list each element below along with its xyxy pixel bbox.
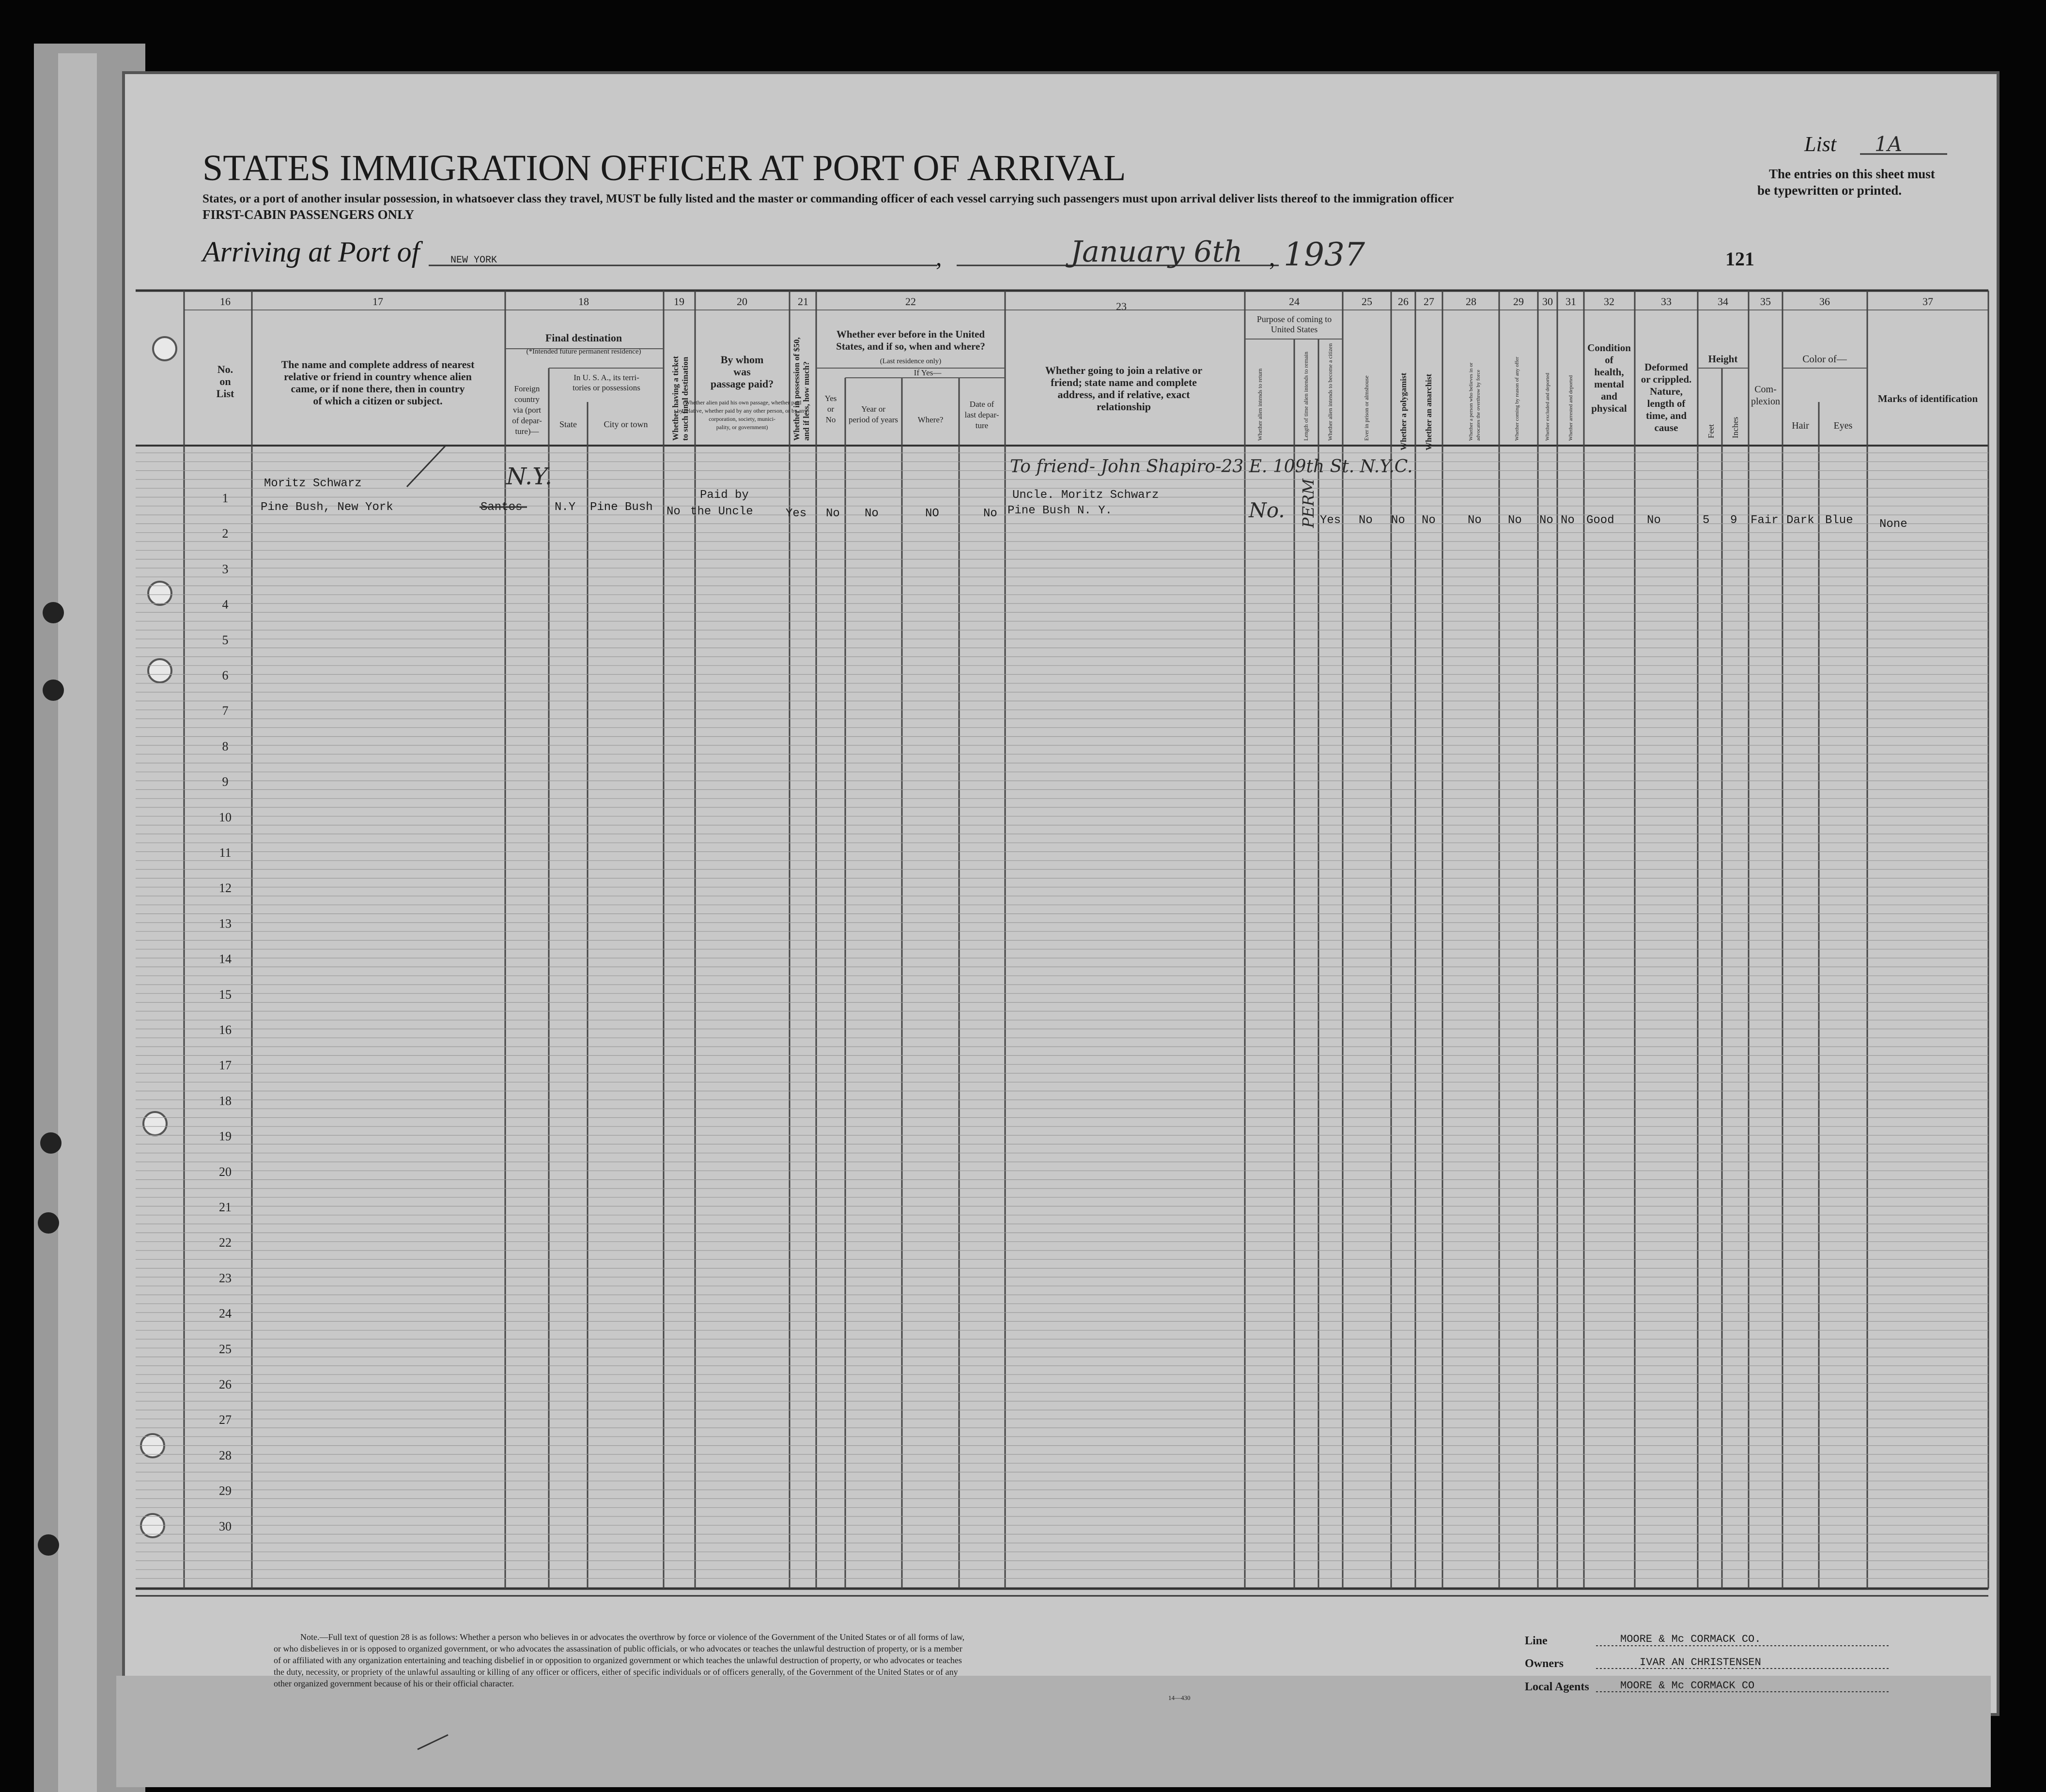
before-where: NO <box>925 507 939 520</box>
row-number: 11 <box>219 846 232 860</box>
footer-note: or who disbelieves in or is opposed to organized government, or who advocates the assassination of public officials, or who advocates or teaches the unlawful destruction of property, or is a member <box>274 1644 962 1653</box>
col-num: 17 <box>372 295 383 308</box>
foreign-port-handwritten: N.Y. <box>506 463 552 490</box>
join-relative-line-1: Uncle. Moritz Schwarz <box>1012 489 1159 502</box>
header-28: Whether a person who believes in or <box>1468 362 1474 441</box>
list-label: List <box>1804 132 1837 156</box>
col-25-value: No <box>1359 514 1373 527</box>
header-complexion: plexion <box>1751 396 1780 407</box>
col-num: 25 <box>1362 295 1372 308</box>
purpose-return: No. <box>1249 498 1285 522</box>
header-deformed: Nature, <box>1650 386 1683 397</box>
row-number: 4 <box>222 597 229 612</box>
header-feet: Feet <box>1706 424 1716 438</box>
purpose-citizen: Yes <box>1320 514 1341 527</box>
header-paid-note: pality, or government) <box>716 424 768 431</box>
row-number: 8 <box>222 739 229 754</box>
header-purpose: United States <box>1271 324 1318 334</box>
header-polygamist: Whether a polygamist <box>1399 372 1408 450</box>
header-deformed: Deformed <box>1644 361 1688 373</box>
header-29: Whether coming by reason of any offer <box>1514 356 1520 441</box>
complexion-value: Fair <box>1751 514 1779 527</box>
row-number: 1 <box>222 491 229 505</box>
row-number: 16 <box>219 1023 232 1037</box>
header-join-relative: Whether going to join a relative or <box>1045 364 1203 376</box>
polygamist-value: No <box>1391 514 1405 527</box>
col-num: 33 <box>1661 295 1672 308</box>
header-foreign-country: Foreign <box>514 384 540 393</box>
form-code: 14—430 <box>1168 1694 1191 1701</box>
col-num: 16 <box>220 295 231 308</box>
comma-1: , <box>936 244 942 271</box>
foreign-port: Santos <box>480 501 523 514</box>
col-num: 34 <box>1718 295 1728 308</box>
header-purpose-sub: Whether alien intends to become a citizen <box>1327 343 1333 441</box>
header-deformed: time, and <box>1646 410 1687 421</box>
header-28: advocates the overthrow by force <box>1475 370 1481 441</box>
footer-note: the duty, necessity, or propriety of the unlawful assaulting or killing of any officer or officers, either of specific individuals or of officers generally, of the Government of the United States or of any <box>274 1667 958 1677</box>
header-condition: physical <box>1591 402 1627 414</box>
header-relative: of which a citizen or subject. <box>313 395 443 407</box>
agents-value: MOORE & Mc CORMACK CO <box>1620 1680 1755 1692</box>
row-number: 25 <box>219 1342 232 1356</box>
row-number: 23 <box>219 1271 232 1285</box>
col-31-value: No <box>1561 514 1575 527</box>
col-num: 19 <box>674 295 684 308</box>
col-28-value: No <box>1468 514 1482 527</box>
row-number: 2 <box>222 526 229 541</box>
col-num: 27 <box>1424 295 1434 308</box>
header-paid-note: corporation, society, munici- <box>709 416 775 422</box>
header-inches: Inches <box>1731 417 1740 438</box>
col-30-value: No <box>1539 514 1553 527</box>
header-join-relative: friend; state name and complete <box>1051 376 1197 388</box>
col-29-value: No <box>1508 514 1522 527</box>
header-where: Where? <box>917 415 944 424</box>
header-no-on-list: List <box>216 387 234 400</box>
destination-state: N.Y <box>555 501 576 514</box>
header-join-relative: address, and if relative, exact <box>1057 388 1190 401</box>
header-foreign-country: of depar- <box>512 416 542 425</box>
header-date-departure: last depar- <box>964 410 999 419</box>
arriving-label: Arriving at Port of <box>202 236 420 268</box>
header-relative: relative or friend in country whence alien <box>284 371 472 383</box>
footer-note: other organized government because of his or their official character. <box>274 1679 514 1688</box>
col-num: 28 <box>1466 295 1476 308</box>
height-inches: 9 <box>1730 514 1737 527</box>
header-deformed: cause <box>1654 422 1678 433</box>
footer-note: Note.—Full text of question 28 is as follows: Whether a person who believes in or advocates the overthrow by force or violence of the Government of the United States or of all forms of law, <box>300 1632 965 1642</box>
header-before-in-us: States, and if so, when and where? <box>836 340 985 352</box>
col-num: 26 <box>1398 295 1409 308</box>
header-money: Whether in possession of $50, <box>792 337 801 441</box>
header-final-destination: Final destination <box>545 332 622 344</box>
header-relative: came, or if none there, then in country <box>291 383 465 395</box>
row-number: 9 <box>222 774 229 789</box>
header-condition: and <box>1601 390 1617 402</box>
row-number: 6 <box>222 668 229 682</box>
purpose-length: PERM <box>1299 479 1318 528</box>
before-date: No <box>983 507 997 520</box>
col-num: 23 <box>1116 300 1127 312</box>
eyes-value: Blue <box>1825 514 1853 527</box>
col-num: 31 <box>1566 295 1576 308</box>
header-date-departure: Date of <box>969 400 994 409</box>
row-number: 24 <box>219 1306 232 1321</box>
header-purpose-sub: Whether alien intends to return <box>1256 368 1263 441</box>
has-ticket: No <box>666 505 681 518</box>
header-foreign-country: ture)— <box>515 427 539 436</box>
header-no-on-list: on <box>219 375 231 387</box>
row-number: 14 <box>219 952 232 966</box>
typewritten-note-1: The entries on this sheet must <box>1769 167 1935 181</box>
header-yes-no: or <box>827 404 835 414</box>
header-condition: Condition <box>1587 342 1631 354</box>
header-eyes: Eyes <box>1833 420 1853 431</box>
col-num: 29 <box>1513 295 1524 308</box>
list-value: 1A <box>1875 132 1903 156</box>
header-usa: In U. S. A., its terri- <box>574 373 639 382</box>
header-marks: Marks of identification <box>1877 393 1978 404</box>
paid-by-line-1: Paid by <box>700 489 749 502</box>
header-height: Height <box>1708 353 1738 365</box>
header-31: Whether arrested and deported <box>1568 375 1574 441</box>
row-number: 22 <box>219 1236 232 1250</box>
header-yes-no: No <box>825 415 836 424</box>
row-number: 19 <box>219 1129 232 1143</box>
arrival-date: January 6th <box>1070 235 1243 269</box>
header-deformed: length of <box>1647 398 1686 409</box>
row-number: 26 <box>219 1377 232 1391</box>
header-money: and if less, how much? <box>802 361 811 441</box>
page-title: STATES IMMIGRATION OFFICER AT PORT OF ARRIVAL <box>202 148 1126 188</box>
row-number: 10 <box>219 810 232 824</box>
row-number: 17 <box>219 1058 232 1073</box>
join-handwritten: To friend- John Shapiro-23 E. 109th St. N.Y.C. <box>1010 457 1413 477</box>
arrival-year: 1937 <box>1284 236 1365 273</box>
header-state: State <box>559 419 577 429</box>
header-final-dest-note: (*Intended future permanent residence) <box>526 348 641 355</box>
sheet-number: 121 <box>1725 248 1754 270</box>
header-if-yes: If Yes— <box>914 368 942 377</box>
height-feet: 5 <box>1703 514 1710 527</box>
marks-value: None <box>1879 518 1907 531</box>
deformed-value: No <box>1647 514 1661 527</box>
row-number: 20 <box>219 1164 232 1179</box>
paid-by-line-2: the Uncle <box>690 505 753 518</box>
header-purpose: Purpose of coming to <box>1256 314 1332 324</box>
header-no-on-list: No. <box>217 363 233 375</box>
header-foreign-country: via (port <box>512 405 542 415</box>
header-foreign-country: country <box>514 395 540 404</box>
anarchist-value: No <box>1422 514 1436 527</box>
header-before-in-us: Whether ever before in the United <box>836 328 985 340</box>
before-yes-no: No <box>826 507 840 520</box>
join-relative-line-2: Pine Bush N. Y. <box>1008 504 1113 517</box>
header-25: Ever in prison or almshouse <box>1363 375 1370 441</box>
row-number: 7 <box>222 704 229 718</box>
row-number: 5 <box>222 633 229 647</box>
header-condition: health, <box>1594 366 1624 378</box>
owners-value: IVAR AN CHRISTENSEN <box>1640 1656 1761 1668</box>
comma-2: , <box>1269 244 1275 271</box>
header-anarchist: Whether an anarchist <box>1424 373 1433 450</box>
header-yes-no: Yes <box>824 394 837 403</box>
row-number: 29 <box>219 1483 232 1498</box>
header-hair: Hair <box>1792 420 1809 431</box>
col-num: 35 <box>1760 295 1771 308</box>
col-num: 18 <box>578 295 589 308</box>
owners-label: Owners <box>1525 1657 1564 1670</box>
header-condition: of <box>1605 354 1613 366</box>
col-num: 36 <box>1819 295 1830 308</box>
row-number: 15 <box>219 987 232 1002</box>
row-number: 13 <box>219 916 232 931</box>
header-city: City or town <box>604 419 648 429</box>
line-value: MOORE & Mc CORMACK CO. <box>1620 1633 1761 1645</box>
row-number: 27 <box>219 1413 232 1427</box>
header-date-departure: ture <box>975 421 989 430</box>
has-50-dollars: Yes <box>786 507 807 520</box>
header-condition: mental <box>1594 378 1624 390</box>
header-ticket: to such final destination <box>681 356 690 441</box>
before-years: No <box>865 507 879 520</box>
agents-label: Local Agents <box>1525 1681 1589 1693</box>
health-value: Good <box>1586 514 1614 527</box>
header-relative: The name and complete address of nearest <box>281 358 475 371</box>
hair-value: Dark <box>1786 514 1814 527</box>
header-complexion: Com- <box>1754 384 1777 395</box>
header-year-period: period of years <box>849 415 898 424</box>
header-year-period: Year or <box>861 404 885 414</box>
col-num: 21 <box>798 295 808 308</box>
header-usa: tories or possessions <box>573 383 640 392</box>
col-num: 32 <box>1604 295 1614 308</box>
instruction-text: States, or a port of another insular possession, in whatsoever class they travel, MUST be fully listed and the master or commanding officer of each vessel carrying such passengers must upon arrival deliver lists thereof to the immigration officer <box>202 192 1454 205</box>
header-paid-by: was <box>733 366 751 378</box>
row-number: 18 <box>219 1094 232 1108</box>
header-last-residence: (Last residence only) <box>880 357 942 365</box>
header-ticket: Whether having a ticket <box>671 356 680 441</box>
row-number: 3 <box>222 562 229 576</box>
relative-address: Pine Bush, New York <box>261 501 393 514</box>
header-paid-by: passage paid? <box>710 378 774 390</box>
header-color-of: Color of— <box>1802 353 1847 365</box>
header-purpose-sub: Length of time alien intends to remain <box>1302 352 1309 441</box>
relative-name: Moritz Schwarz <box>264 477 362 490</box>
header-deformed: or crippled. <box>1641 373 1692 385</box>
passenger-class: FIRST-CABIN PASSENGERS ONLY <box>202 207 415 222</box>
header-join-relative: relationship <box>1096 401 1151 413</box>
col-num: 22 <box>905 295 916 308</box>
port-of-arrival: NEW YORK <box>450 255 497 266</box>
paper-sheet <box>124 73 1998 1715</box>
typewritten-note-2: be typewritten or printed. <box>1757 183 1902 198</box>
footer-note: of or affiliated with any organization entertaining and teaching disbelief in or opposition to organized government or which teaches the unlawful destruction of property, or who advocates or teaches <box>274 1655 962 1665</box>
col-num: 20 <box>737 295 747 308</box>
row-number: 28 <box>219 1448 232 1463</box>
row-number: 21 <box>219 1200 232 1214</box>
header-paid-note: by relative, whether paid by any other person, or by any <box>677 407 807 414</box>
header-paid-by: By whom <box>720 354 764 366</box>
destination-city: Pine Bush <box>590 501 653 514</box>
header-paid-note: (Whether alien paid his own passage, whether paid <box>682 399 802 406</box>
row-number: 12 <box>219 881 232 896</box>
col-num: 24 <box>1289 295 1300 308</box>
header-30: Whether excluded and deported <box>1545 372 1550 441</box>
col-num: 30 <box>1542 295 1553 308</box>
line-label: Line <box>1525 1635 1548 1647</box>
row-number: 30 <box>219 1519 232 1533</box>
col-num: 37 <box>1922 295 1933 308</box>
